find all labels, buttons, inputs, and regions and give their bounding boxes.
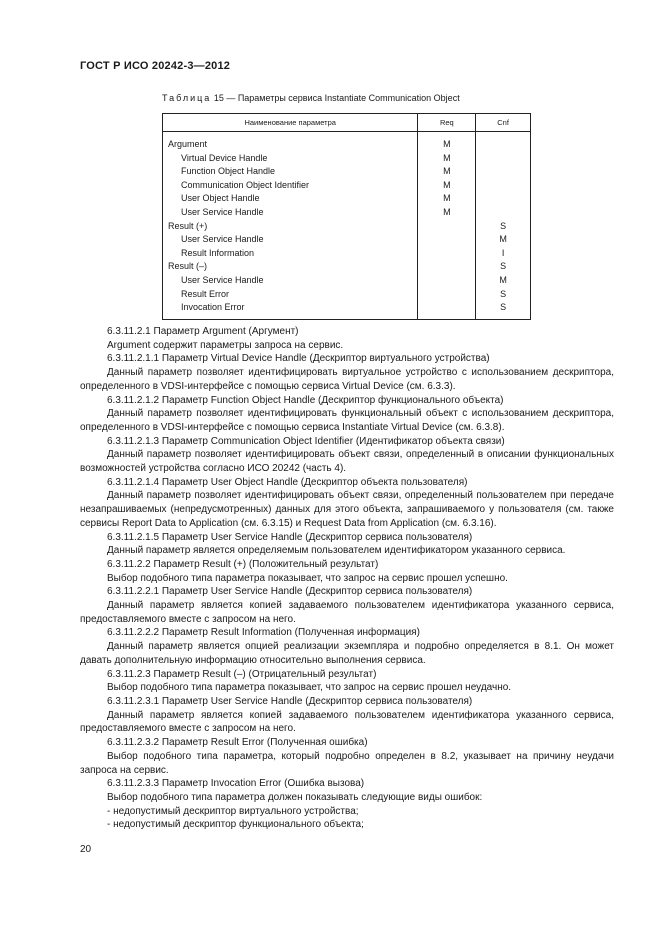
cnf-cell: S <box>476 301 531 319</box>
parameter-name-cell: Result Information <box>163 247 418 261</box>
page-number: 20 <box>80 844 92 855</box>
paragraph: - недопустимый дескриптор виртуального устройства; <box>107 805 359 817</box>
paragraph: Выбор подобного типа параметра должен показывать следующие виды ошибок: <box>107 791 483 803</box>
parameter-name-cell: Result (–) <box>163 260 418 274</box>
document-header: ГОСТ Р ИСО 20242-3—2012 <box>80 60 231 72</box>
cnf-cell <box>476 179 531 193</box>
paragraph: 6.3.11.2.2.2 Параметр Result Information (Полученная информация) <box>107 627 420 639</box>
cnf-cell <box>476 192 531 206</box>
paragraph: Данный параметр является опцией реализации экземпляра и подробно определяется в 8.1. Он может давать дополнительную информацию относительно выполнения сервиса. <box>80 641 614 666</box>
parameter-name-cell: User Object Handle <box>163 192 418 206</box>
req-cell: M <box>418 206 476 220</box>
paragraph: 6.3.11.2.1.2 Параметр Function Object Handle (Дескриптор функционального объекта) <box>107 394 504 406</box>
table-row <box>163 233 531 247</box>
paragraph: 6.3.11.2.1 Параметр Argument (Аргумент) <box>107 326 299 337</box>
paragraph: 6.3.11.2.1.1 Параметр Virtual Device Handle (Дескриптор виртуального устройства) <box>107 353 490 365</box>
req-cell <box>418 260 476 274</box>
table-row <box>163 301 531 319</box>
req-cell: M <box>418 165 476 179</box>
paragraph: Выбор подобного типа параметра, который подробно определен в 8.2, указывает на причину неудачи запроса на сервис. <box>80 750 614 776</box>
paragraph: Данный параметр является копией задаваемого пользователем идентификатора указанного сервиса, предоставляемого вместе с запросом на него. <box>80 600 614 625</box>
cnf-cell <box>476 206 531 220</box>
table-row <box>163 192 531 206</box>
cnf-cell: S <box>476 288 531 302</box>
table-body <box>163 132 531 320</box>
parameter-name-cell: Function Object Handle <box>163 165 418 179</box>
paragraph: Argument содержит параметры запроса на сервис. <box>107 339 344 351</box>
table-row <box>163 132 531 152</box>
table-row <box>163 206 531 220</box>
table-row <box>163 165 531 179</box>
paragraph: Данный параметр позволяет идентифицировать функциональный объект с использованием дескриптора, определенного в VDSI-интерфейсе с помощью сервиса Instantiate Virtual Device (см. 6.3.8). <box>80 408 614 433</box>
parameter-name-cell: Result (+) <box>163 220 418 234</box>
table-row <box>163 220 531 234</box>
table-row <box>163 179 531 193</box>
paragraph: Данный параметр позволяет идентифицировать объект связи, определенный пользователем при передаче незапрашиваемых (непредусмотренных) данных для этого объекта, запрашиваемого у пользователя (см. также сервисы Report Data to Application (см. 6.3.15) и Request Data from Application (см. 6.3.16). <box>80 490 614 529</box>
paragraph: 6.3.11.2.3.1 Параметр User Service Handle (Дескриптор сервиса пользователя) <box>107 695 473 707</box>
cnf-cell <box>476 132 531 152</box>
paragraph: 6.3.11.2.1.4 Параметр User Object Handle (Дескриптор объекта пользователя) <box>107 476 468 488</box>
req-cell <box>418 220 476 234</box>
parameter-name-cell: Communication Object Identifier <box>163 179 418 193</box>
paragraph: Данный параметр является копией задаваемого пользователем идентификатора указанного сервиса, предоставляемого вместе с запросом на него. <box>80 709 614 735</box>
paragraph: Данный параметр позволяет идентифицировать объект связи, определенный в описании функциональных возможностей устройства согласно ИСО 20242 (часть 4). <box>80 449 614 475</box>
paragraph: 6.3.11.2.3.2 Параметр Result Error (Полученная ошибка) <box>107 737 368 749</box>
parameter-name-cell: Argument <box>163 132 418 152</box>
table-caption-prefix: Таблица <box>162 93 212 103</box>
body-text <box>80 325 614 832</box>
parameters-table <box>162 113 531 320</box>
column-header-cnf: Cnf <box>476 114 531 132</box>
cnf-cell <box>476 152 531 166</box>
req-cell: M <box>418 179 476 193</box>
req-cell <box>418 274 476 288</box>
cnf-cell: M <box>476 233 531 247</box>
paragraph: 6.3.11.2.2.1 Параметр User Service Handle (Дескриптор сервиса пользователя) <box>107 586 473 598</box>
paragraph: Выбор подобного типа параметра показывает, что запрос на сервис прошел успешно. <box>107 572 508 584</box>
cnf-cell: S <box>476 260 531 274</box>
req-cell <box>418 247 476 261</box>
table-header-row <box>163 114 531 132</box>
table-caption <box>162 93 460 103</box>
table-row <box>163 260 531 274</box>
parameter-name-cell: User Service Handle <box>163 233 418 247</box>
parameter-name-cell: Result Error <box>163 288 418 302</box>
paragraph: Выбор подобного типа параметра показывает, что запрос на сервис прошел неудачно. <box>107 682 512 694</box>
table-row <box>163 152 531 166</box>
parameter-name-cell: User Service Handle <box>163 274 418 288</box>
column-header-req: Req <box>418 114 476 132</box>
paragraph: 6.3.11.2.3 Параметр Result (–) (Отрицательный результат) <box>107 668 377 680</box>
req-cell: M <box>418 152 476 166</box>
table-row <box>163 274 531 288</box>
cnf-cell: S <box>476 220 531 234</box>
cnf-cell <box>476 165 531 179</box>
cnf-cell: I <box>476 247 531 261</box>
req-cell <box>418 301 476 319</box>
paragraph: Данный параметр является определяемым пользователем идентификатором указанного сервиса. <box>107 545 566 557</box>
paragraph: 6.3.11.2.2 Параметр Result (+) (Положительный результат) <box>107 558 379 570</box>
table-caption-text: 15 — Параметры сервиса Instantiate Communication Object <box>213 93 460 103</box>
paragraph: 6.3.11.2.3.3 Параметр Invocation Error (Ошибка вызова) <box>107 778 365 790</box>
req-cell <box>418 288 476 302</box>
req-cell: M <box>418 132 476 152</box>
parameter-name-cell: Virtual Device Handle <box>163 152 418 166</box>
column-header-name: Наименование параметра <box>163 114 418 132</box>
req-cell: M <box>418 192 476 206</box>
parameter-name-cell: User Service Handle <box>163 206 418 220</box>
paragraph: 6.3.11.2.1.5 Параметр User Service Handle (Дескриптор сервиса пользователя) <box>107 531 473 543</box>
table-row <box>163 288 531 302</box>
cnf-cell: M <box>476 274 531 288</box>
table-row <box>163 247 531 261</box>
req-cell <box>418 233 476 247</box>
paragraph: 6.3.11.2.1.3 Параметр Communication Object Identifier (Идентификатор объекта связи) <box>107 435 505 447</box>
paragraph: - недопустимый дескриптор функционального объекта; <box>107 819 364 831</box>
parameter-name-cell: Invocation Error <box>163 301 418 319</box>
paragraph: Данный параметр позволяет идентифицировать виртуальное устройство с использованием дескриптора, определенного в VDSI-интерфейсе с помощью сервиса Virtual Device (см. 6.3.3). <box>80 367 614 392</box>
